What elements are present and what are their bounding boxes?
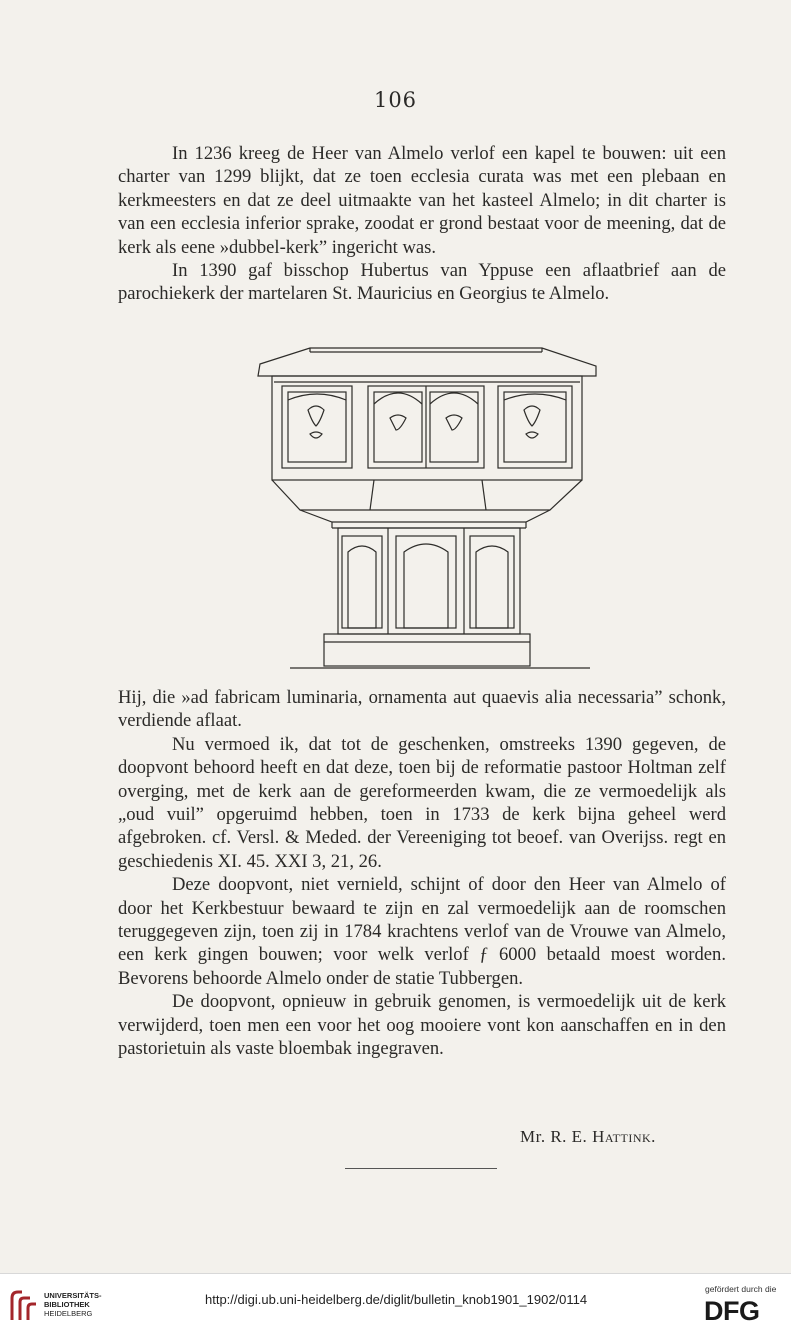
permalink-url[interactable]: http://digi.ub.uni-heidelberg.de/diglit/bulletin_knob1901_1902/0114 — [205, 1292, 588, 1307]
paragraph: Deze doopvont, niet vernield, schijnt of door den Heer van Almelo of door het Kerkbestuur bewaard te zijn en zal vermoedelijk aan de roomschen teruggegeven zijn, toen zij in 1784 krachtens verlof van de Vrouwe van Almelo, een kerk gingen bouwen; voor welk verlof ƒ 6000 betaald moest worden. Bevorens behoorde Almelo onder de statie Tubbergen. — [118, 874, 726, 989]
library-name[interactable]: UNIVERSITÄTS- BIBLIOTHEK HEIDELBERG — [44, 1291, 102, 1318]
paragraph: In 1236 kreeg de Heer van Almelo verlof een kapel te bouwen: uit een charter van 1299 blijkt, dat ze toen ecclesia curata was met een plebaan en kerkmeesters en dat ze deel uitmaakte van het kasteel Almelo; in dit charter is van een ecclesia inferior sprake, zoodat er grond bestaat voor de meening, dat de kerk als eene »dubbel-kerk” ingericht was. — [118, 143, 726, 258]
text-block-bottom — [118, 686, 726, 1061]
university-library-logo-icon[interactable] — [8, 1288, 40, 1324]
paragraph: De doopvont, opnieuw in gebruik genomen, is vermoedelijk uit de kerk verwijderd, toen men een voor het oog mooiere vont kon aanschaffen en in den pastorietuin als vaste bloembak ingegraven. — [118, 991, 726, 1060]
paragraph: Nu vermoed ik, dat tot de geschenken, omstreeks 1390 gegeven, de doopvont behoord heeft en dat deze, toen bij de reformatie pastoor Holtman zelf overging, met de kerk aan de gereformeerden kwam, die ze vermoedelijk als „oud vuil” opgeruimd hebben, toen in 1733 de kerk bijna geheel werd afgebroken. cf. Versl. & Meded. der Vereeniging tot beoef. van Overijss. regt en geschiedenis XI. 45. XXI 3, 21, 26. — [118, 733, 726, 872]
page-number: 106 — [373, 88, 418, 112]
author-name: Hattink. — [592, 1127, 656, 1146]
text-block-top — [118, 142, 726, 306]
end-rule — [345, 1168, 497, 1169]
viewer-footer — [0, 1273, 791, 1334]
author-signature — [520, 1127, 730, 1147]
baptismal-font-illustration — [250, 342, 602, 674]
funding-label: gefördert durch die — [705, 1284, 777, 1294]
author-initials: Mr. R. E. — [520, 1127, 588, 1146]
paragraph: In 1390 gaf bisschop Hubertus van Yppuse een aflaatbrief aan de parochiekerk der martelaren St. Mauricius en Georgius te Almelo. — [118, 260, 726, 305]
dfg-logo[interactable]: DFG — [704, 1296, 760, 1326]
paragraph: Hij, die »ad fabricam luminaria, ornamenta aut quaevis alia necessaria” schonk, verdiende aflaat. — [118, 687, 726, 732]
